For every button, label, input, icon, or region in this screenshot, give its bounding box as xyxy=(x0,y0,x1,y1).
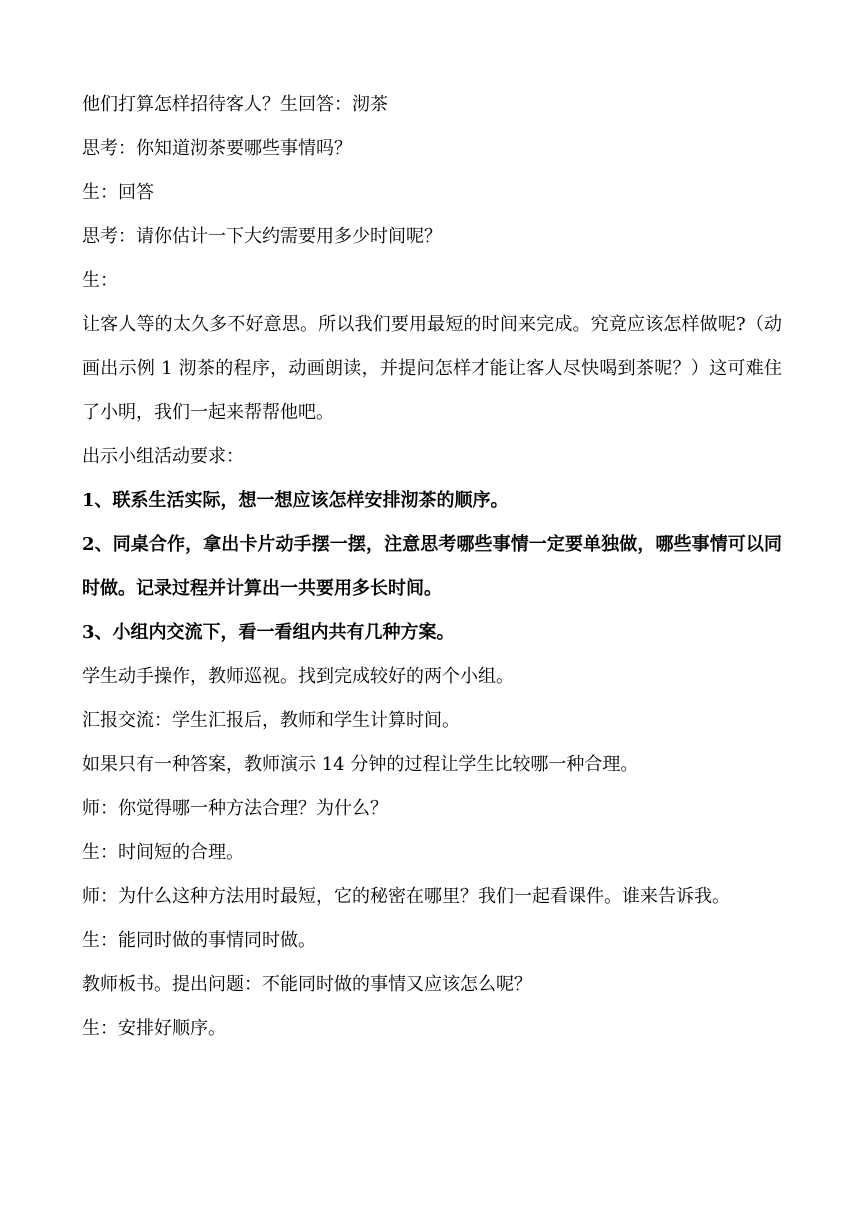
text-paragraph: 让客人等的太久多不好意思。所以我们要用最短的时间来完成。究竟应该怎样做呢?（动画出示例 1 沏茶的程序，动画朗读，并提问怎样才能让客人尽快喝到茶呢？）这可难住了小明，我们一起来帮帮他吧。 xyxy=(82,314,782,423)
text-line: 汇报交流：学生汇报后，教师和学生计算时间。 xyxy=(82,710,460,731)
document-body xyxy=(82,90,782,1058)
requirements-heading: 出示小组活动要求： xyxy=(82,446,244,467)
requirement-item: 2、同桌合作，拿出卡片动手摆一摆，注意思考哪些事情一定要单独做，哪些事情可以同时做。记录过程并计算出一共要用多长时间。 xyxy=(82,534,782,599)
text-line: 思考：请你估计一下大约需要用多少时间呢？ xyxy=(82,226,442,247)
text-line: 如果只有一种答案，教师演示 14 分钟的过程让学生比较哪一种合理。 xyxy=(82,754,639,775)
text-line: 生：回答 xyxy=(82,182,154,203)
text-line: 生： xyxy=(82,270,118,291)
text-line: 生：安排好顺序。 xyxy=(82,1018,226,1039)
text-line: 他们打算怎样招待客人？生回答：沏茶 xyxy=(82,94,388,115)
requirement-item: 1、联系生活实际，想一想应该怎样安排沏茶的顺序。 xyxy=(82,490,509,511)
requirement-item: 3、小组内交流下，看一看组内共有几种方案。 xyxy=(82,622,455,643)
text-paragraph: 师：为什么这种方法用时最短，它的秘密在哪里？我们一起看课件。谁来告诉我。 xyxy=(82,886,730,907)
text-line: 生：能同时做的事情同时做。 xyxy=(82,930,316,951)
text-line: 生：时间短的合理。 xyxy=(82,842,244,863)
text-line: 师：你觉得哪一种方法合理？为什么？ xyxy=(82,798,388,819)
text-line: 教师板书。提出问题：不能同时做的事情又应该怎么呢？ xyxy=(82,974,532,995)
text-line: 思考：你知道沏茶要哪些事情吗？ xyxy=(82,138,352,159)
text-line: 学生动手操作，教师巡视。找到完成较好的两个小组。 xyxy=(82,666,514,687)
